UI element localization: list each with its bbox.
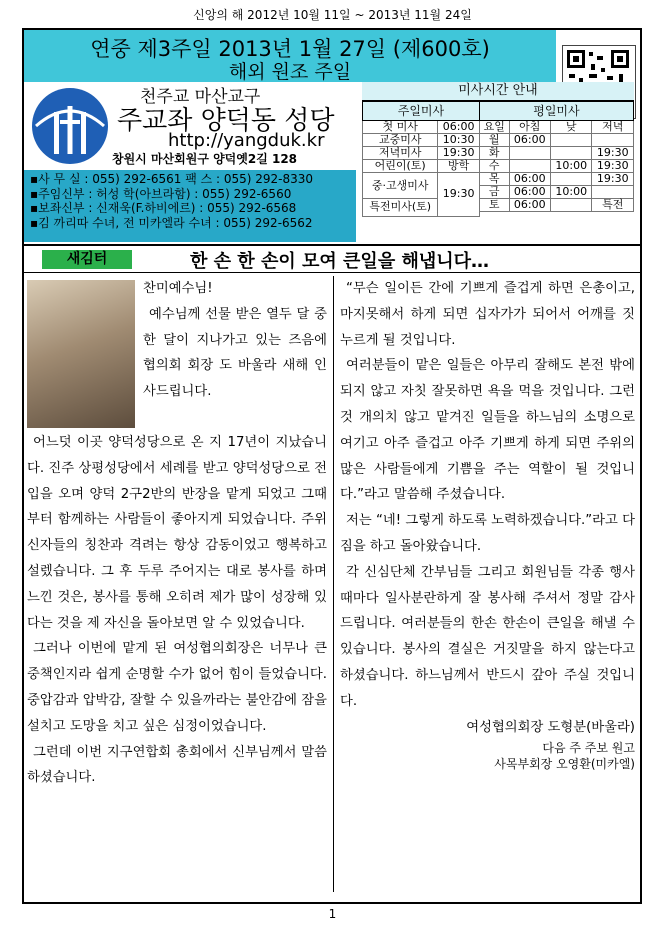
contact-list bbox=[30, 172, 356, 230]
contact-pastor: ▪주임신부 : 허성 학(아브라함) : 055) 292-6560 bbox=[30, 186, 292, 201]
article-headline: 한 손 한 손이 모여 큰일을 해냅니다… bbox=[190, 251, 490, 272]
column-divider bbox=[333, 276, 334, 892]
mass-cell: 06:00 bbox=[438, 121, 479, 134]
mass-cell bbox=[592, 134, 634, 147]
mass-cell: 수 bbox=[479, 160, 509, 173]
mass-cell: 화 bbox=[479, 147, 509, 160]
paragraph: 여러분들이 맡은 일들은 아무리 잘해도 본전 밖에 되지 않고 자칫 잘못하면 욕을 먹을 것입니다. 그런 것 개의치 않고 맡겨진 일들을 하느님의 소명으로 여기고 아주 즐겁고 아주 기쁘게 하게 되면 주위의 많은 사람들에게 기쁨을 주는 역할이 될 것입니다.”라고 말씀해 주셨습니다. bbox=[340, 358, 635, 503]
mass-cell bbox=[479, 212, 633, 217]
paragraph: 각 신심단체 간부님들 그리고 회원님들 각종 행사 때마다 일사분란하게 잘 봉사해 주셔서 정말 감사드립니다. 여러분들의 한손 한손이 큰일을 해낼 수 있습니다. 봉사의 결실은 거짓말을 하지 않는다고 하셨습니다. 하느님께서 반드시 갚아 주실 것입니다. bbox=[340, 564, 635, 709]
contact-sisters: ▪김 까리따 수녀, 전 미카엘라 수녀 : 055) 292-6562 bbox=[30, 215, 313, 230]
issue-subtitle: 해외 원조 주일 bbox=[228, 61, 352, 83]
mass-cell: 06:00 bbox=[509, 173, 550, 186]
mass-cell: 10:30 bbox=[438, 134, 479, 147]
paragraph: 저는 “네! 그렇게 하도록 노력하겠습니다.”라고 다짐을 하고 돌아왔습니다. bbox=[340, 513, 635, 554]
mass-cell: 06:00 bbox=[509, 134, 550, 147]
mass-cell: 금 bbox=[479, 186, 509, 199]
author-signature: 여성협의회장 도형분(바울라) bbox=[466, 719, 635, 735]
mass-cell: 19:30 bbox=[438, 147, 479, 160]
divider bbox=[24, 244, 640, 246]
mass-cell: 첫 미사 bbox=[363, 121, 438, 134]
paragraph: 찬미예수님! bbox=[143, 281, 213, 296]
parish-name: 주교좌 양덕동 성당 bbox=[117, 106, 335, 136]
contact-assistant-priest: ▪보좌신부 : 신재욱(F.하비에르) : 055) 292-6568 bbox=[30, 201, 297, 215]
sunday-mass-header: 주일미사 bbox=[363, 102, 480, 121]
diocese-name: 천주교 마산교구 bbox=[140, 87, 261, 107]
parish-url[interactable]: http://yangduk.kr bbox=[168, 130, 325, 151]
mass-cell: 06:00 bbox=[509, 199, 550, 212]
mass-schedule-table bbox=[362, 101, 634, 217]
mass-cell: 목 bbox=[479, 173, 509, 186]
paragraph: “무슨 일이든 간에 기쁘게 즐겁게 하면 은총이고, 마지못해서 하게 되면 십자가가 되어서 어깨를 짓누르게 될 것입니다. bbox=[340, 281, 635, 348]
next-week-note: 다음 주 주보 원고 bbox=[542, 741, 635, 756]
weekday-col-header: 아침 bbox=[509, 121, 550, 134]
weekday-mass-header: 평일미사 bbox=[479, 102, 633, 121]
paragraph: 그러나 이번에 맡게 된 여성협의회장은 너무나 큰 중책인지라 쉽게 순명할 수가 없어 힘이 들었습니다. 중압감과 압박감, 잘할 수 있을까라는 불안감에 잠을 설치고 도망을 치고 싶은 심정이었습니다. bbox=[27, 641, 327, 734]
faith-year-banner: 신앙의 해 2012년 10월 11일 ~ 2013년 11월 24일 bbox=[193, 8, 472, 22]
mass-cell: 10:00 bbox=[551, 160, 592, 173]
mass-cell: 토 bbox=[479, 199, 509, 212]
mass-cell bbox=[509, 147, 550, 160]
parish-address: 창원시 마산회원구 양덕옛2길 128 bbox=[112, 152, 298, 166]
mass-cell: 월 bbox=[479, 134, 509, 147]
mass-cell bbox=[551, 173, 592, 186]
mass-cell: 특전 bbox=[592, 199, 634, 212]
weekday-col-header: 낮 bbox=[551, 121, 592, 134]
mass-cell: 교중미사 bbox=[363, 134, 438, 147]
mass-cell bbox=[509, 160, 550, 173]
mass-cell: 19:30 bbox=[592, 160, 634, 173]
paragraph: 어느덧 이곳 양덕성당으로 온 지 17년이 지났습니다. 진주 상평성당에서 세례를 받고 양덕성당으로 전입을 오며 양덕 2구2반의 반장을 맡게 되었고 그때부터 함께하는 사람들이 좋아지게 되었습니다. 주위 신자들의 칭찬과 격려는 항상 감동이었고 행복하고 설렜습니다. 그 후 두루 주어지는 대로 봉사를 하며 느낀 것은, 봉사를 통해 오히려 제가 많이 성장해 있다는 것을 제 자신을 돌아보면 알 수 있었습니다. bbox=[27, 435, 327, 631]
weekday-col-header: 저녁 bbox=[592, 121, 634, 134]
mass-cell bbox=[551, 199, 592, 212]
page-number: 1 bbox=[328, 907, 337, 921]
contact-office: ▪사 무 실 : 055) 292-6561 팩 스 : 055) 292-8330 bbox=[30, 172, 314, 186]
mass-cell: 19:30 bbox=[438, 173, 479, 217]
issue-title: 연중 제3주일 2013년 1월 27일 (제600호) bbox=[90, 37, 490, 61]
mass-cell bbox=[592, 186, 634, 199]
mass-cell: 중·고생미사 bbox=[363, 173, 438, 199]
weekday-col-header: 요일 bbox=[479, 121, 509, 134]
mass-cell bbox=[551, 147, 592, 160]
next-week-author: 사목부회장 오영환(미카엘) bbox=[494, 757, 635, 772]
mass-cell: 저녁미사 bbox=[363, 147, 438, 160]
mass-cell: 19:30 bbox=[592, 173, 634, 186]
paragraph: 그런데 이번 지구연합회 총회에서 신부님께서 말씀하셨습니다. bbox=[27, 744, 327, 786]
paragraph: 예수님께 선물 받은 열두 달 중 한 달이 지나가고 있는 즈음에 협의회 회장 도 바울라 새해 인사드립니다. bbox=[143, 306, 327, 400]
author-portrait bbox=[27, 280, 135, 428]
article-left-column bbox=[27, 276, 327, 791]
section-tag: 새김터 bbox=[42, 250, 132, 269]
mass-cell: 19:30 bbox=[592, 147, 634, 160]
mass-cell: 특전미사(토) bbox=[363, 199, 438, 217]
divider bbox=[24, 272, 640, 273]
mass-cell: 06:00 bbox=[509, 186, 550, 199]
mass-cell: 어린이(토) bbox=[363, 160, 438, 173]
mass-cell: 10:00 bbox=[551, 186, 592, 199]
mass-schedule-title: 미사시간 안내 bbox=[362, 82, 634, 101]
mass-cell: 방학 bbox=[438, 160, 479, 173]
parish-logo-icon bbox=[30, 86, 110, 166]
article-right-column bbox=[340, 276, 635, 772]
mass-cell bbox=[551, 134, 592, 147]
